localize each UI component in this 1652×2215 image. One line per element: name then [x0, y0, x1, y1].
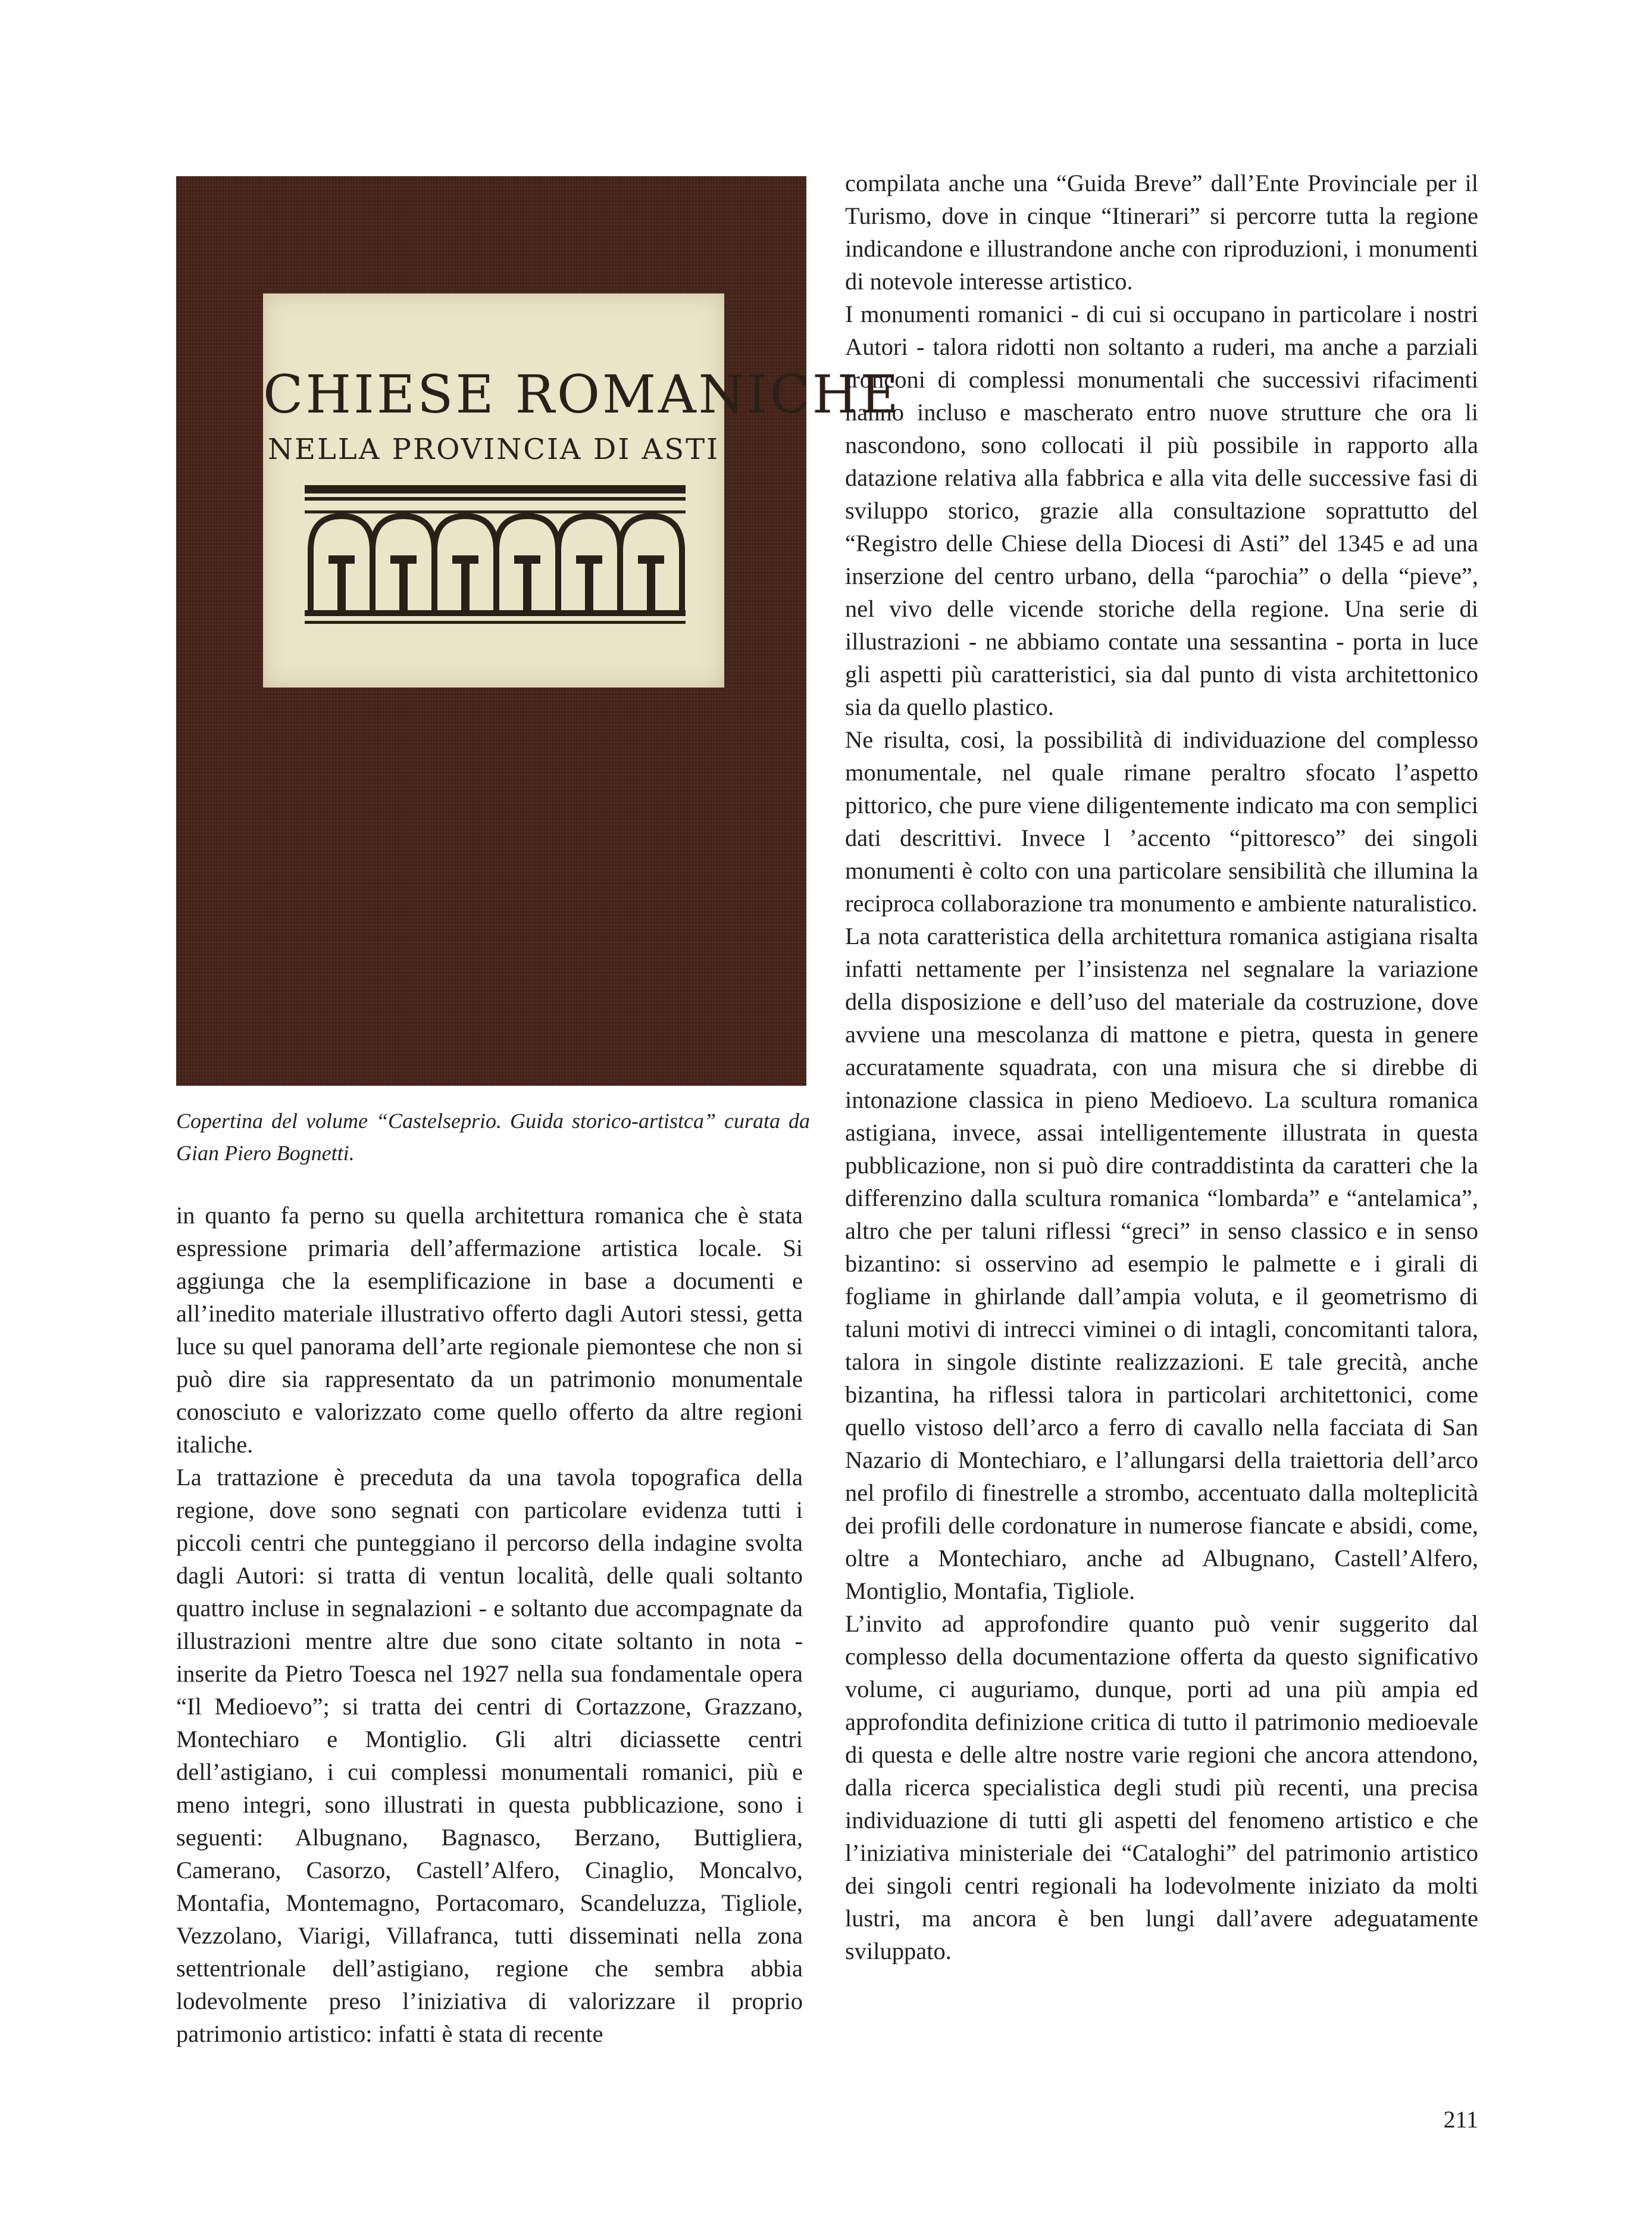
right-column	[845, 167, 1478, 1967]
figure-caption: Copertina del volume “Castelseprio. Guida storico-artistca” curata da Gian Piero Bognetti.	[176, 1109, 810, 1165]
paragraph: in quanto fa perno su quella architettura romanica che è stata espressione primaria dell’affermazione artistica locale. Si aggiunga che la esemplificazione in base a documenti e all’inedito materiale illustrativo offerto dagli Autori stessi, getta luce su quel panorama dell’arte regionale piemontese che non si può dire sia rappresentato da un patrimonio monumentale conosciuto e valorizzato come quello offerto da altre regioni italiche.	[176, 1202, 803, 1458]
paragraph: La trattazione è preceduta da una tavola topografica della regione, dove sono segnati con particolare evidenza tutti i piccoli centri che punteggiano il percorso della indagine svolta dagli Autori: si tratta di ventun località, delle quali soltanto quattro incluse in segnalazioni - e soltanto due accompagnate da illustrazioni mentre altre due sono citate soltanto in nota - inserite da Pietro Toesca nel 1927 nella sua fondamentale opera “Il Medioevo”; si tratta dei centri di Cortazzone, Grazzano, Montechiaro e Montiglio. Gli altri diciassette centri dell’astigiano, i cui complessi monumentali romanici, più e meno integri, sono illustrati in questa pubblicazione, sono i seguenti: Albugnano, Bagnasco, Berzano, Buttigliera, Camerano, Casorzo, Castell’Alfero, Cinaglio, Moncalvo, Montafia, Montemagno, Portacomaro, Scandeluzza, Tigliole, Vezzolano, Viarigi, Villafranca, tutti disseminati nella zona settentrionale dell’astigiano, regione che sembra abbia lodevolmente preso l’iniziativa di valorizzare il proprio patrimonio artistico: infatti è stata di recente	[176, 1464, 803, 2047]
paragraph: La nota caratteristica della architettura romanica astigiana risalta infatti nettamente per l’insistenza nel segnalare la variazione della disposizione e dell’uso del materiale da costruzione, dove avviene una mescolanza di mattone e pietra, questa in genere accuratamente squadrata, con una misura che si direbbe di intonazione classica in pieno Medioevo. La scultura romanica astigiana, invece, assai intelligentemente illustrata in questa pubblicazione, non si può dire contraddistinta da caratteri che la differenzino dalla scultura romanica “lombarda” e “antelamica”, altro che per taluni riflessi “greci” in senso classico e in senso bizantino: si osservino ad esempio le palmette e i girali di fogliame in ghirlande dall’ampia voluta, e il geometrismo di taluni motivi di intrecci viminei o di intagli, concomitanti talora, talora in singole distinte realizzazioni. E tale grecità, anche bizantina, ha riflessi talora in particolari architettonici, come quello vistoso dell’arco a ferro di cavallo nella facciata di San Nazario di Montechiaro, e l’allungarsi della traiettoria dell’arco nel profilo di finestrelle a strombo, accentuato dalla molteplicità dei profili delle cordonature in numerose fiancate e absidi, come, oltre a Montechiaro, anche ad Albugnano, Castell’Alfero, Montiglio, Montafia, Tigliole.	[845, 923, 1478, 1604]
cover-subtitle: NELLA PROVINCIA DI ASTI	[267, 433, 720, 466]
page-number: 211	[1443, 2106, 1478, 2133]
arcade-illustration	[305, 485, 686, 634]
cover-title: CHIESE ROMANICHE	[263, 364, 901, 425]
book-cover-image	[176, 176, 901, 1086]
paragraph: I monumenti romanici - di cui si occupano in particolare i nostri Autori - talora ridotti non soltanto a ruderi, ma anche a parziali tronconi di complessi monumentali che successivi rifacimenti hanno incluso e mascherato entro nuove strutture che ora li nascondono, sono collocati il più possibile in rapporto alla datazione relativa alla fabbrica e alla vita delle successive fasi di sviluppo storico, grazie alla consultazione soprattutto del “Registro delle Chiese della Diocesi di Asti” del 1345 e ad una inserzione del centro urbano, della “parochia” o della “pieve”, nel vivo delle vicende storiche della regione. Una serie di illustrazioni - ne abbiamo contate una sessantina - porta in luce gli aspetti più caratteristici, sia dal punto di vista architettonico sia da quello plastico.	[845, 301, 1478, 720]
paragraph: compilata anche una “Guida Breve” dall’Ente Provinciale per il Turismo, dove in cinque “Itinerari” si percorre tutta la regione indicandone e illustrandone anche con riproduzioni, i monumenti di notevole interesse artistico.	[845, 170, 1478, 295]
paragraph: Ne risulta, cosi, la possibilità di individuazione del complesso monumentale, nel quale rimane peraltro sfocato l’aspetto pittorico, che pure viene diligentemente indicato ma con semplici dati descrittivi. Invece l ’accento “pittoresco” dei singoli monumenti è colto con una particolare sensibilità che illumina la reciproca collaborazione tra monumento e ambiente naturalistico.	[845, 726, 1478, 917]
left-column	[176, 1199, 803, 2050]
cover-label-plate	[263, 293, 901, 688]
paragraph: L’invito ad approfondire quanto può venir suggerito dal complesso della documentazione offerta da questo significativo volume, ci auguriamo, dunque, porti ad una più ampia ed approfondita definizione critica di tutto il patrimonio medioevale di questa e delle altre nostre varie regioni che ancora attendono, dalla ricerca specialistica degli studi più recenti, una precisa individuazione di tutti gli aspetti del fenomeno artistico e che l’iniziativa ministeriale dei “Cataloghi” del patrimonio artistico dei singoli centri regionali ha lodevolmente iniziato da molti lustri, ma ancora è ben lungi dall’avere adeguatamente sviluppato.	[845, 1610, 1478, 1964]
